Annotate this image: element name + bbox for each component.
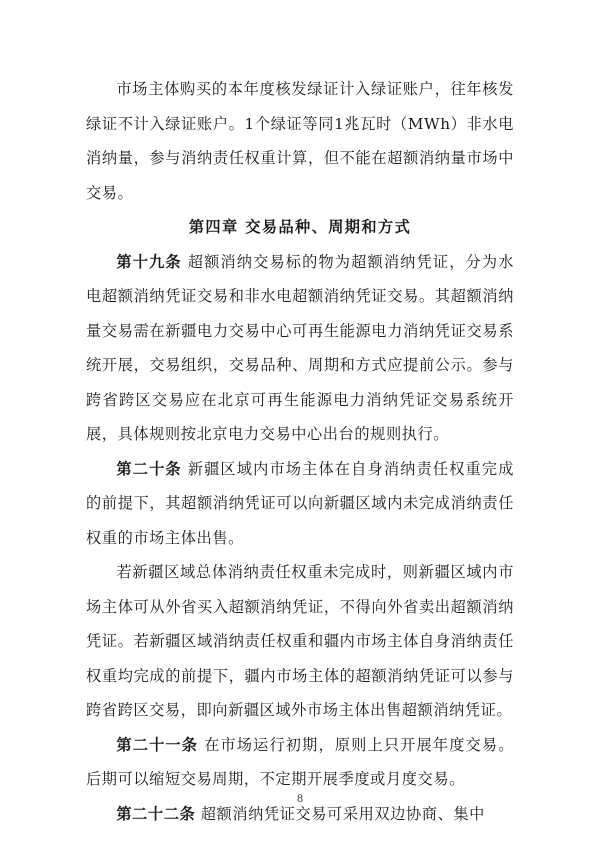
article-text: 超额消纳凭证交易可采用双边协商、集中 — [195, 804, 485, 823]
article-title: 第二十二条 — [116, 804, 196, 823]
paragraph: 市场主体购买的本年度核发绿证计入绿证账户，往年核发绿证不计入绿证账户。1个绿证等同1兆瓦时（MWh）非水电消纳量，参与消纳责任权重计算，但不能在超额消纳量市场中交易。 — [86, 80, 514, 202]
page-number: 8 — [296, 794, 304, 805]
chapter-heading: 第四章 交易品种、周期和方式 — [188, 218, 412, 236]
document-body — [86, 72, 514, 831]
article-title: 第十九条 — [116, 252, 182, 271]
paragraph: 若新疆区域总体消纳责任权重未完成时，则新疆区域内市场主体可从外省买入超额消纳凭证，不得向外省卖出超额消纳凭证。若新疆区域消纳责任权重和疆内市场主体自身消纳责任权重均完成的前提下，疆内市场主体的超额消纳凭证可以参与跨省跨区交易，即向新疆区域外市场主体出售超额消纳凭证。 — [86, 563, 514, 719]
article-20 — [86, 452, 514, 556]
article-19 — [86, 245, 514, 452]
article-21 — [86, 728, 514, 797]
article-title: 第二十一条 — [116, 735, 199, 754]
article-text: 超额消纳交易标的物为超额消纳凭证，分为水电超额消纳凭证交易和非水电超额消纳凭证交易。其超额消纳量交易需在新疆电力交易中心可再生能源电力消纳凭证交易系统开展，交易组织，交易品种、周期和方式应提前公示。参与跨省跨区交易应在北京可再生能源电力消纳凭证交易系统开展，具体规则按北京电力交易中心出台的规则执行。 — [86, 252, 514, 443]
article-text: 新疆区域内市场主体在自身消纳责任权重完成的前提下，其超额消纳凭证可以向新疆区域内未完成消纳责任权重的市场主体出售。 — [86, 459, 514, 547]
article-title: 第二十条 — [116, 459, 182, 478]
article-text: 在市场运行初期，原则上只开展年度交易。后期可以缩短交易周期，不定期开展季度或月度交易。 — [86, 735, 515, 788]
